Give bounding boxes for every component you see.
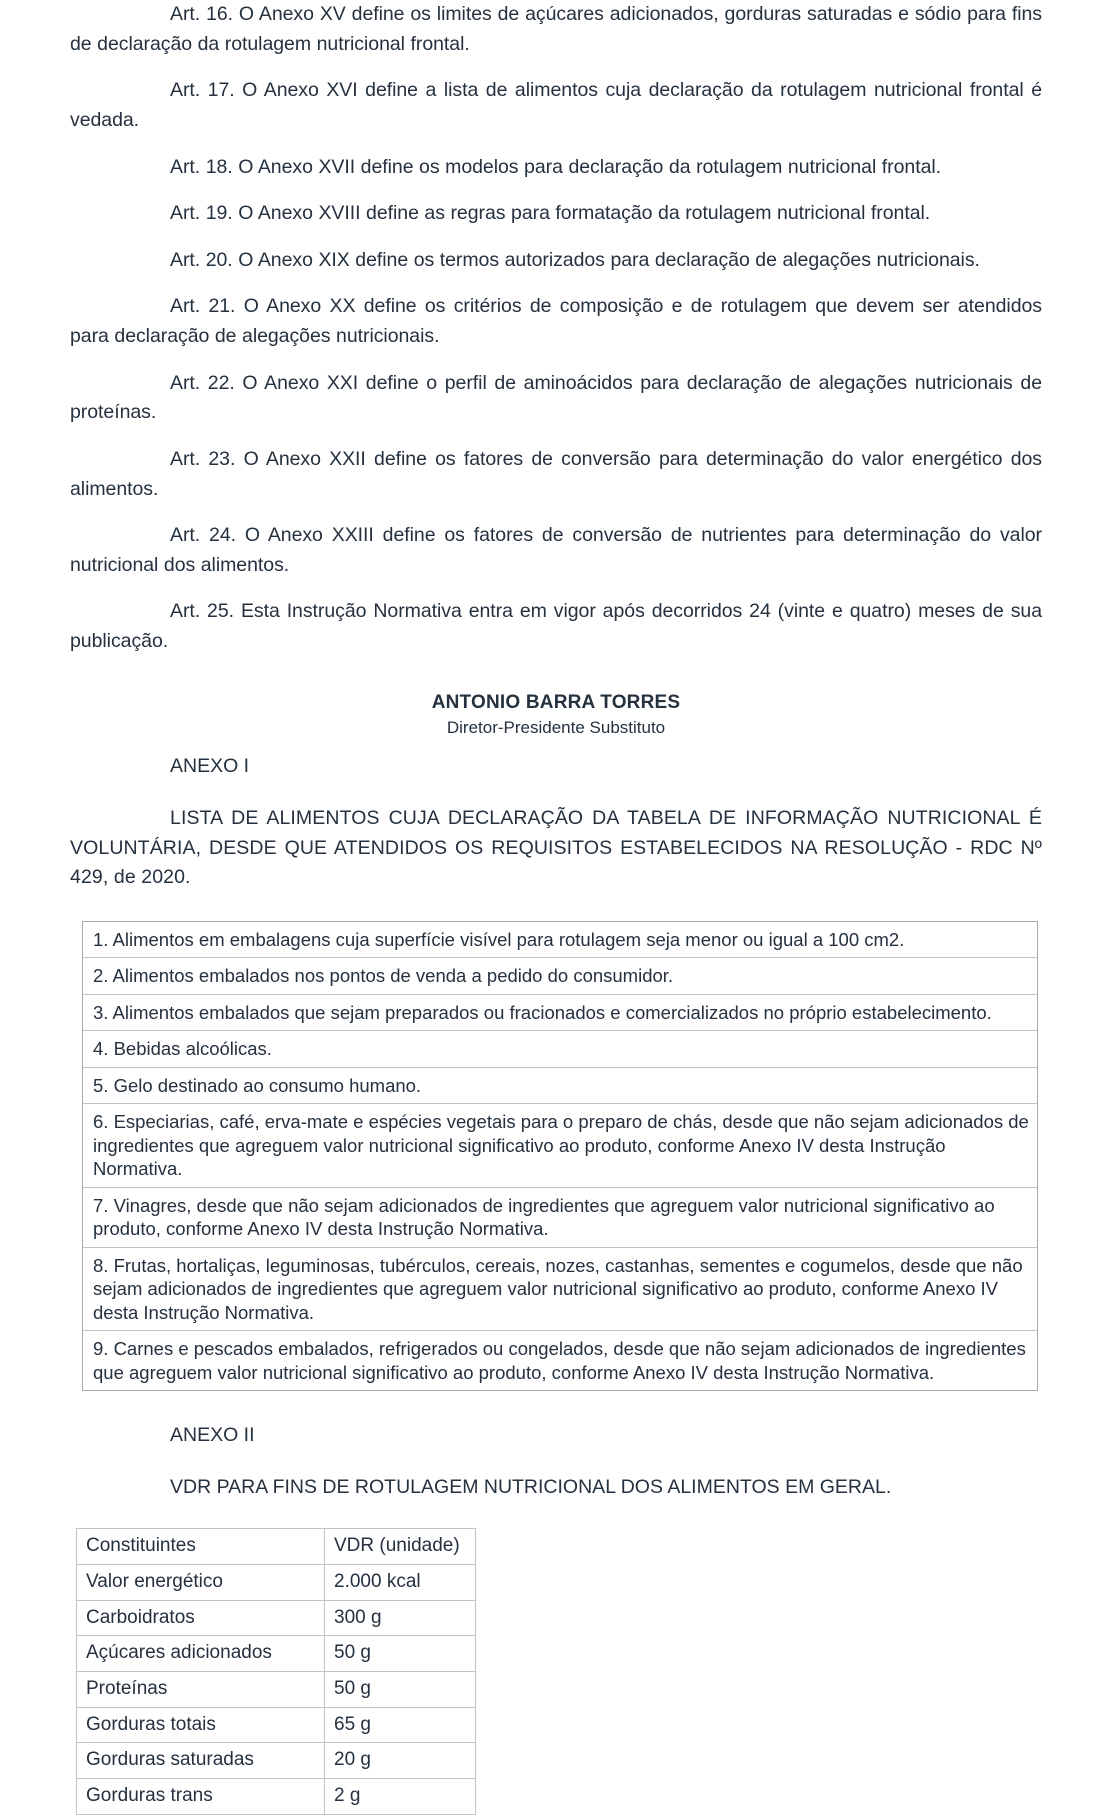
cell-vdr-value: 50 g [325,1636,476,1672]
table-row [77,1600,476,1636]
cell-constituent: Valor energético [77,1564,325,1600]
list-item: 6. Especiarias, café, erva-mate e espécies vegetais para o preparo de chás, desde que não sejam adicionados de ingredientes que agreguem valor nutricional significativo ao produto, conforme Anexo IV desta Instrução Normativa. [83,1104,1038,1187]
cell-vdr-value: 65 g [325,1707,476,1743]
list-item: 9. Carnes e pescados embalados, refrigerados ou congelados, desde que não sejam adicionados de ingredientes que agreguem valor nutricional significativo ao produto, conforme Anexo IV desta Instrução Normativa. [83,1331,1038,1391]
cell-vdr-value: 2 g [325,1779,476,1815]
table-header-row [77,1529,476,1565]
table-row [83,1247,1038,1330]
table-row [83,1067,1038,1103]
article-paragraph-24: Art. 24. O Anexo XXIII define os fatores de conversão de nutrientes para determinação do valor nutricional dos alimentos. [70,524,1042,576]
cell-constituent: Gorduras trans [77,1779,325,1815]
column-header-vdr: VDR (unidade) [325,1529,476,1565]
cell-vdr-value: 50 g [325,1672,476,1708]
cell-vdr-value: 300 g [325,1600,476,1636]
article-paragraph-25: Art. 25. Esta Instrução Normativa entra em vigor após decorridos 24 (vinte e quatro) meses de sua publicação. [70,600,1042,652]
signature-role: Diretor-Presidente Substituto [446,718,666,738]
table-row [83,1187,1038,1247]
article-paragraph-19: Art. 19. O Anexo XVIII define as regras para formatação da rotulagem nutricional frontal. [170,202,931,225]
annex-one-list-table [82,921,1038,1391]
table-row [83,994,1038,1030]
signature-block [0,691,1112,741]
list-item: 4. Bebidas alcoólicas. [83,1031,1038,1067]
article-paragraph-16: Art. 16. O Anexo XV define os limites de açúcares adicionados, gorduras saturadas e sódio para fins de declaração da rotulagem nutricional frontal. [70,3,1042,55]
table-row [83,1031,1038,1067]
table-row [77,1743,476,1779]
table-row [83,958,1038,994]
list-item: 2. Alimentos embalados nos pontos de venda a pedido do consumidor. [83,958,1038,994]
list-item: 3. Alimentos embalados que sejam preparados ou fracionados e comercializados no próprio estabelecimento. [83,994,1038,1030]
signature-name: ANTONIO BARRA TORRES [431,691,681,713]
cell-constituent: Carboidratos [77,1600,325,1636]
cell-constituent: Gorduras totais [77,1707,325,1743]
vdr-table [76,1528,476,1815]
table-row [77,1672,476,1708]
table-row [77,1779,476,1815]
article-paragraph-23: Art. 23. O Anexo XXII define os fatores de conversão para determinação do valor energético dos alimentos. [70,447,1042,500]
column-header-constituintes: Constituintes [77,1529,325,1565]
article-paragraph-21: Art. 21. O Anexo XX define os critérios de composição e de rotulagem que devem ser atendidos para declaração de alegações nutricionais. [70,295,1042,347]
article-paragraph-20: Art. 20. O Anexo XIX define os termos autorizados para declaração de alegações nutricionais. [170,248,980,271]
list-item: 8. Frutas, hortaliças, leguminosas, tubérculos, cereais, nozes, castanhas, sementes e cogumelos, desde que não sejam adicionados de ingredientes que agreguem valor nutricional significativo ao produto, conforme Anexo IV desta Instrução Normativa. [83,1247,1038,1330]
table-row [83,921,1038,957]
article-paragraph-17: Art. 17. O Anexo XVI define a lista de alimentos cuja declaração da rotulagem nutricional frontal é vedada. [70,79,1042,131]
cell-constituent: Gorduras saturadas [77,1743,325,1779]
table-row [77,1564,476,1600]
annex-one-table-container [0,921,1112,1391]
table-row [77,1707,476,1743]
cell-vdr-value: 2.000 kcal [325,1564,476,1600]
annex-two-label: ANEXO II [170,1424,255,1447]
table-row [77,1636,476,1672]
list-item: 5. Gelo destinado ao consumo humano. [83,1067,1038,1103]
annex-one-title: LISTA DE ALIMENTOS CUJA DECLARAÇÃO DA TABELA DE INFORMAÇÃO NUTRICIONAL É VOLUNTÁRIA, DESDE QUE ATENDIDOS OS REQUISITOS ESTABELECIDOS NA RESOLUÇÃO - RDC Nº 429, de 2020. [70,806,1042,889]
annex-one-label: ANEXO I [170,755,250,778]
article-paragraph-22: Art. 22. O Anexo XXI define o perfil de aminoácidos para declaração de alegações nutricionais de proteínas. [70,371,1042,424]
annex-two-title: VDR PARA FINS DE ROTULAGEM NUTRICIONAL DOS ALIMENTOS EM GERAL. [170,1475,892,1498]
table-row [83,1104,1038,1187]
list-item: 1. Alimentos em embalagens cuja superfície visível para rotulagem seja menor ou igual a 100 cm2. [83,921,1038,957]
article-paragraph-18: Art. 18. O Anexo XVII define os modelos para declaração da rotulagem nutricional frontal. [170,155,942,178]
list-item: 7. Vinagres, desde que não sejam adicionados de ingredientes que agreguem valor nutricional significativo ao produto, conforme Anexo IV desta Instrução Normativa. [83,1187,1038,1247]
table-row [83,1331,1038,1391]
cell-constituent: Açúcares adicionados [77,1636,325,1672]
annex-two-table-container [0,1528,1112,1815]
cell-constituent: Proteínas [77,1672,325,1708]
cell-vdr-value: 20 g [325,1743,476,1779]
